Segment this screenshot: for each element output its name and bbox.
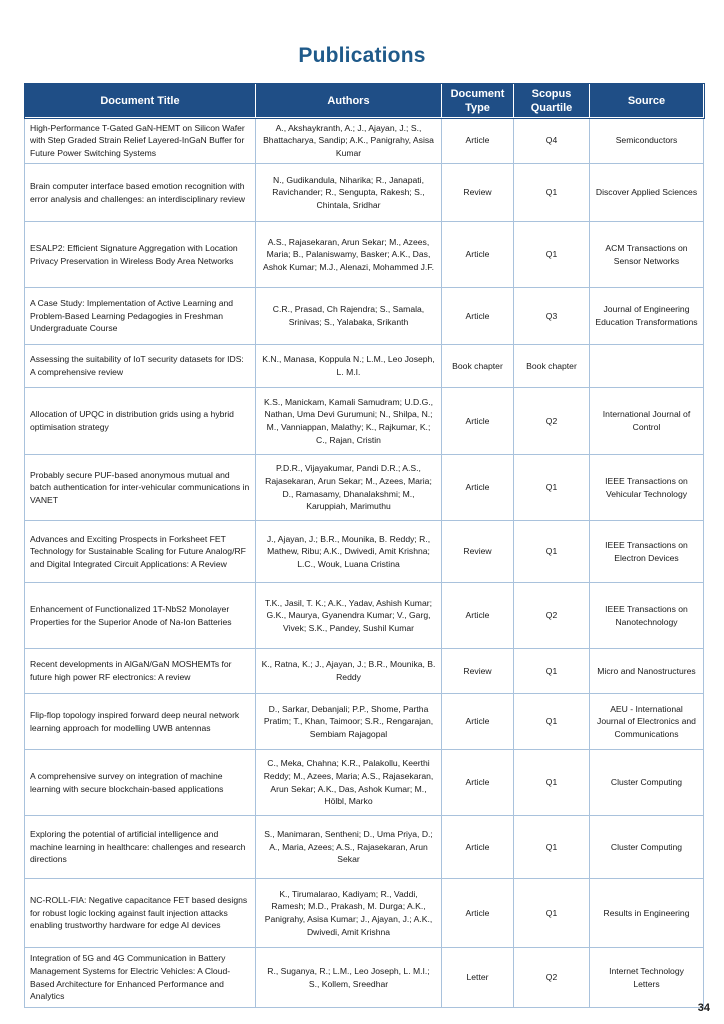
- cell-source: Results in Engineering: [590, 879, 704, 948]
- page-title: Publications: [298, 44, 426, 67]
- cell-document-title: ESALP2: Efficient Signature Aggregation with Location Privacy Preservation in Wireless Body Area Networks: [25, 222, 256, 288]
- cell-document-type: Article: [442, 288, 514, 345]
- cell-scopus-quartile: Q1: [514, 521, 590, 583]
- cell-authors: C., Meka, Chahna; K.R., Palakollu, Keerthi Reddy; M., Azees, Maria; A.S., Rajasekaran, Arun Sekar; A.K., Das, Ashok Kumar; M., Hölbl, Marko: [256, 750, 442, 816]
- table-row: [25, 649, 704, 694]
- header-document-title: Document Title: [25, 84, 256, 118]
- cell-scopus-quartile: Q2: [514, 583, 590, 649]
- cell-document-title: Brain computer interface based emotion recognition with error analysis and challenges: an interdisciplinary review: [25, 164, 256, 222]
- cell-document-type: Article: [442, 388, 514, 455]
- cell-authors: K.S., Manickam, Kamali Samudram; U.D.G., Nathan, Uma Devi Gurumuni; N., Shilpa, N.; M., Vanniappan, Malathy; K., Rajkumar, K.; C., Rajan, Cristin: [256, 388, 442, 455]
- cell-document-title: Allocation of UPQC in distribution grids using a hybrid optimisation strategy: [25, 388, 256, 455]
- cell-source: [590, 345, 704, 388]
- table-row: [25, 879, 704, 948]
- table-row: [25, 948, 704, 1008]
- cell-scopus-quartile: Q1: [514, 694, 590, 750]
- table-row: [25, 694, 704, 750]
- cell-document-type: Article: [442, 583, 514, 649]
- cell-document-title: NC-ROLL-FIA: Negative capacitance FET based designs for robust logic locking against fault injection attacks enabling trustworthy hardware for edge AI devices: [25, 879, 256, 948]
- cell-source: Discover Applied Sciences: [590, 164, 704, 222]
- cell-document-type: Article: [442, 118, 514, 164]
- table-row: [25, 583, 704, 649]
- cell-scopus-quartile: Q1: [514, 222, 590, 288]
- cell-document-type: Article: [442, 816, 514, 879]
- publications-table: [24, 83, 704, 1008]
- cell-document-title: High-Performance T-Gated GaN-HEMT on Silicon Wafer with Step Graded Strain Relief Layered-InGaN Buffer for Future Power Switching Systems: [25, 118, 256, 164]
- header-source: Source: [590, 84, 704, 118]
- cell-authors: N., Gudikandula, Niharika; R., Janapati, Ravichander; R., Sengupta, Rakesh; S., Chintala, Sridhar: [256, 164, 442, 222]
- cell-authors: D., Sarkar, Debanjali; P.P., Shome, Partha Pratim; T., Khan, Taimoor; S.R., Rengarajan, Sembiam Rajagopal: [256, 694, 442, 750]
- cell-document-title: Flip-flop topology inspired forward deep neural network learning approach for modelling UWB antennas: [25, 694, 256, 750]
- cell-document-type: Article: [442, 455, 514, 521]
- cell-scopus-quartile: Q2: [514, 388, 590, 455]
- cell-document-type: Book chapter: [442, 345, 514, 388]
- cell-document-type: Article: [442, 750, 514, 816]
- cell-scopus-quartile: Q4: [514, 118, 590, 164]
- cell-document-title: Assessing the suitability of IoT security datasets for IDS: A comprehensive review: [25, 345, 256, 388]
- cell-source: International Journal of Control: [590, 388, 704, 455]
- page-number: 34: [697, 1002, 710, 1014]
- cell-document-type: Letter: [442, 948, 514, 1008]
- table-row: [25, 345, 704, 388]
- cell-document-title: Enhancement of Functionalized 1T-NbS2 Monolayer Properties for the Superior Anode of Na-Ion Batteries: [25, 583, 256, 649]
- table-header-row: [25, 84, 704, 118]
- cell-scopus-quartile: Q1: [514, 455, 590, 521]
- cell-document-title: A comprehensive survey on integration of machine learning with secure blockchain-based applications: [25, 750, 256, 816]
- cell-authors: K.N., Manasa, Koppula N.; L.M., Leo Joseph, L. M.I.: [256, 345, 442, 388]
- cell-document-title: A Case Study: Implementation of Active Learning and Problem-Based Learning Pedagogies in Freshman Undergraduate Course: [25, 288, 256, 345]
- cell-scopus-quartile: Q3: [514, 288, 590, 345]
- cell-source: Internet Technology Letters: [590, 948, 704, 1008]
- header-scopus-quartile: Scopus Quartile: [514, 84, 590, 118]
- cell-authors: A.S., Rajasekaran, Arun Sekar; M., Azees, Maria; B., Palaniswamy, Basker; A.K., Das, Ashok Kumar; M.J., Alenazi, Mohammed J.F.: [256, 222, 442, 288]
- cell-source: IEEE Transactions on Nanotechnology: [590, 583, 704, 649]
- cell-source: Cluster Computing: [590, 816, 704, 879]
- cell-scopus-quartile: Q1: [514, 816, 590, 879]
- cell-document-type: Review: [442, 164, 514, 222]
- cell-document-title: Exploring the potential of artificial intelligence and machine learning in healthcare: challenges and research directions: [25, 816, 256, 879]
- cell-authors: S., Manimaran, Sentheni; D., Uma Priya, D.; A., Maria, Azees; A.S., Rajasekaran, Arun Sekar: [256, 816, 442, 879]
- table-row: [25, 455, 704, 521]
- cell-authors: R., Suganya, R.; L.M., Leo Joseph, L. M.I.; S., Kollem, Sreedhar: [256, 948, 442, 1008]
- cell-source: AEU - International Journal of Electronics and Communications: [590, 694, 704, 750]
- table-row: [25, 388, 704, 455]
- cell-scopus-quartile: Q1: [514, 649, 590, 694]
- cell-scopus-quartile: Book chapter: [514, 345, 590, 388]
- cell-authors: T.K., Jasil, T. K.; A.K., Yadav, Ashish Kumar; G.K., Maurya, Gyanendra Kumar; V., Garg, Vivek; S.K., Pandey, Sushil Kumar: [256, 583, 442, 649]
- cell-authors: A., Akshaykranth, A.; J., Ajayan, J.; S., Bhattacharya, Sandip; A.K., Panigrahy, Asisa Kumar: [256, 118, 442, 164]
- table-row: [25, 164, 704, 222]
- cell-source: IEEE Transactions on Electron Devices: [590, 521, 704, 583]
- table-row: [25, 288, 704, 345]
- cell-source: Cluster Computing: [590, 750, 704, 816]
- cell-document-title: Integration of 5G and 4G Communication in Battery Management Systems for Electric Vehicles: A Cloud-Based Architecture for Enhanced Performance and Analytics: [25, 948, 256, 1008]
- cell-authors: P.D.R., Vijayakumar, Pandi D.R.; A.S., Rajasekaran, Arun Sekar; M., Azees, Maria; D., Ramasamy, Dhanalakshmi; M., Karuppiah, Marimuthu: [256, 455, 442, 521]
- cell-document-title: Probably secure PUF-based anonymous mutual and batch authentication for inter-vehicular communications in VANET: [25, 455, 256, 521]
- table-row: [25, 750, 704, 816]
- cell-source: Micro and Nanostructures: [590, 649, 704, 694]
- table-row: [25, 222, 704, 288]
- header-authors: Authors: [256, 84, 442, 118]
- cell-source: Journal of Engineering Education Transformations: [590, 288, 704, 345]
- cell-document-title: Advances and Exciting Prospects in Forksheet FET Technology for Sustainable Scaling for Future Analog/RF and Digital Integrated Circuit Applications: A Review: [25, 521, 256, 583]
- table-row: [25, 118, 704, 164]
- cell-source: IEEE Transactions on Vehicular Technology: [590, 455, 704, 521]
- cell-authors: C.R., Prasad, Ch Rajendra; S., Samala, Srinivas; S., Yalabaka, Srikanth: [256, 288, 442, 345]
- cell-document-title: Recent developments in AlGaN/GaN MOSHEMTs for future high power RF electronics: A review: [25, 649, 256, 694]
- cell-document-type: Review: [442, 521, 514, 583]
- cell-scopus-quartile: Q2: [514, 948, 590, 1008]
- cell-authors: K., Ratna, K.; J., Ajayan, J.; B.R., Mounika, B. Reddy: [256, 649, 442, 694]
- table-row: [25, 521, 704, 583]
- cell-document-type: Article: [442, 222, 514, 288]
- cell-scopus-quartile: Q1: [514, 879, 590, 948]
- cell-source: ACM Transactions on Sensor Networks: [590, 222, 704, 288]
- cell-document-type: Article: [442, 694, 514, 750]
- cell-source: Semiconductors: [590, 118, 704, 164]
- cell-document-type: Review: [442, 649, 514, 694]
- cell-authors: J., Ajayan, J.; B.R., Mounika, B. Reddy; R., Mathew, Ribu; A.K., Dwivedi, Amit Krishna; L.C., Wouk, Luana Cristina: [256, 521, 442, 583]
- header-document-type: Document Type: [442, 84, 514, 118]
- cell-scopus-quartile: Q1: [514, 750, 590, 816]
- cell-scopus-quartile: Q1: [514, 164, 590, 222]
- table-row: [25, 816, 704, 879]
- cell-authors: K., Tirumalarao, Kadiyam; R., Vaddi, Ramesh; M.D., Prakash, M. Durga; A.K., Panigrahy, Asisa Kumar; J., Ajayan, J.; A.K., Dwivedi, Amit Krishna: [256, 879, 442, 948]
- cell-document-type: Article: [442, 879, 514, 948]
